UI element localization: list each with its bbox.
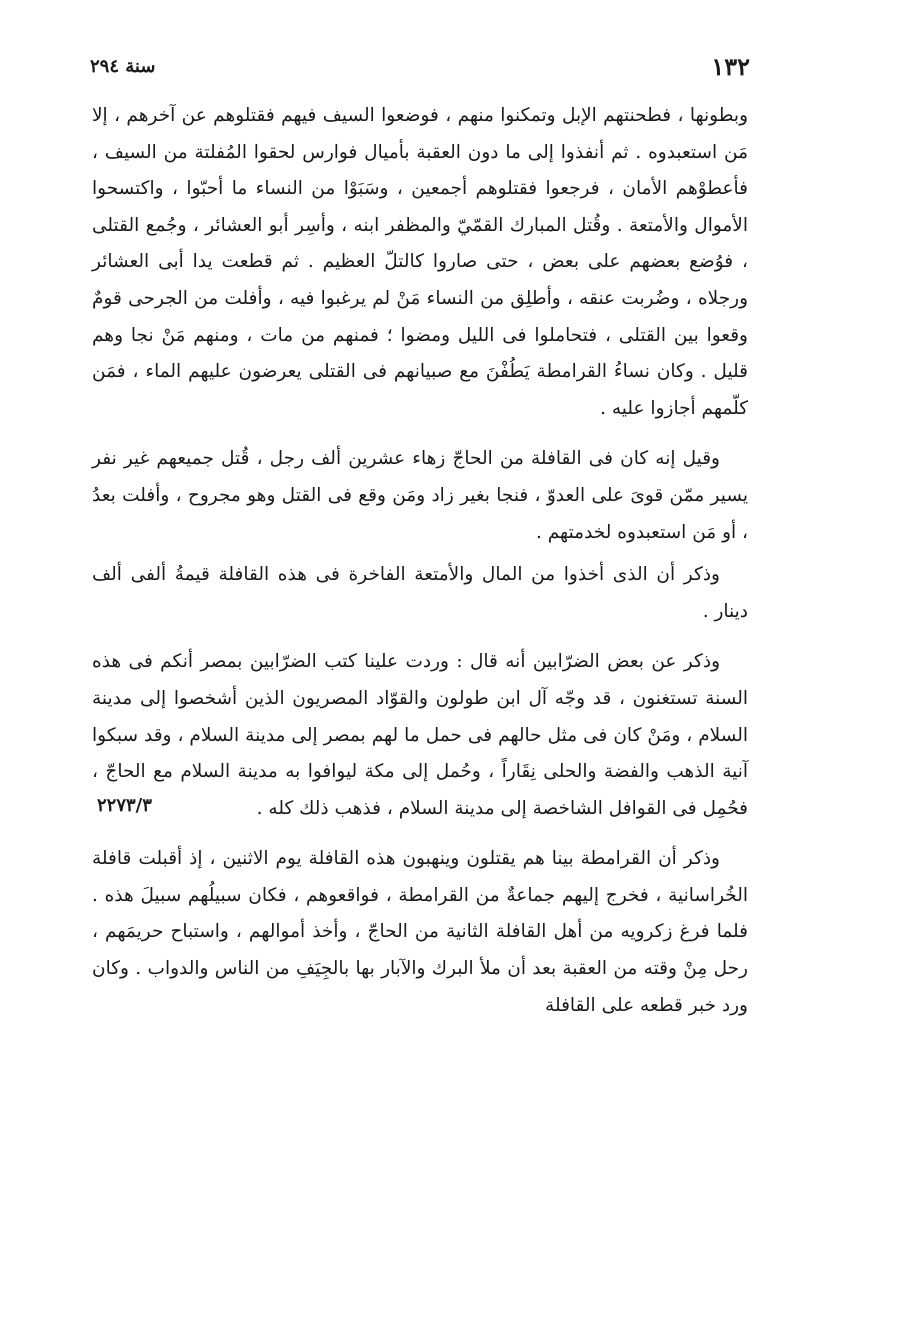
paragraph: وذكر أن القرامطة بينا هم يقتلون وينهبون هذه القافلة يوم الاثنين ، إذ أقبلت قافلة الخُراسانية ، فخرج إليهم جماعةٌ من القرامطة ، فواقعوهم ، فكان سبيلُهم سبيلَ هذه . فلما فرغ زكرويه من أهل القافلة الثانية من الحاجّ ، وأخذ أموالهم ، واستباح حريمَهم ، رحل مِنْ وقته من العقبة بعد أن ملأ البرك والآبار بها بالجِيَفِ من الناس والدواب . وكان ورد خبر قطعه على القافلة xyxy=(92,848,748,1016)
paragraph: وبطونها ، فطحنتهم الإبل وتمكنوا منهم ، فوضعوا السيف فيهم فقتلوهم عن آخرهم ، إلا مَن استعبدوه . ثم أنفذوا إلى ما دون العقبة بأميال فوارس لحقوا المُفلتة من السيف ، فأعطوْهم الأمان ، فرجعوا فقتلوهم أجمعين ، وسَبَوْا من النساء ما أحبّوا ، واكتسحوا الأموال والأمتعة . وقُتل المبارك القمّيّ والمظفر ابنه ، وأسِر أبو العشائر ، وجُمع القتلى ، فوُضع بعضهم على بعض ، حتى صاروا كالتلّ العظيم . ثم قطعت يدا أبى العشائر ورجلاه ، وضُربت عنقه ، وأطلِق من النساء مَنْ لم يرغبوا فيه ، وأفلت من الجرحى قومٌ وقعوا بين القتلى ، فتحاملوا فى الليل ومضوا ؛ فمنهم من مات ، ومنهم مَنْ نجا وهم قليل . وكان نساءُ القرامطة يَطُفْنَ مع صبيانهم فى القتلى يعرضون عليهم الماء ، فمَن كلّمهم أجازوا عليه . xyxy=(92,105,748,419)
page-number: ١٣٢ xyxy=(711,52,750,81)
page-header xyxy=(90,52,750,84)
running-head-year: سنة ٢٩٤ xyxy=(90,56,156,77)
paragraph: وذكر أن الذى أخذوا من المال والأمتعة الفاخرة فى هذه القافلة قيمةُ ألفى ألف دينار . xyxy=(92,564,748,622)
paragraph: وقيل إنه كان فى القافلة من الحاجّ زهاء عشرين ألف رجل ، قُتل جميعهم غير نفر يسير ممّن قوىَ على العدوّ ، فنجا بغير زاد ومَن وقع فى القتل وهو مجروح ، وأفلت بعدُ ، أو مَن استعبدوه لخدمتهم . xyxy=(92,448,748,543)
paragraph: وذكر عن بعض الضرّابين أنه قال : وردت علينا كتب الضرّابين بمصر أنكم فى هذه السنة تستغنون ، قد وجّه آل ابن طولون والقوّاد المصريون الذين أشخصوا إلى مدينة السلام ، ومَنْ كان فى مثل حالهم فى حمل ما لهم بمصر إلى مدينة السلام ، وقد سبكوا آنية الذهب والفضة والحلى نِقَاراً ، وحُمل إلى مكة ليوافوا به مدينة السلام مع الحاجّ ، فحُمِل فى القوافل الشاخصة إلى مدينة السلام ، فذهب ذلك كله . xyxy=(92,651,748,819)
body-text xyxy=(92,98,748,1024)
margin-reference: ٢٢٧٣/٣ xyxy=(97,795,152,816)
